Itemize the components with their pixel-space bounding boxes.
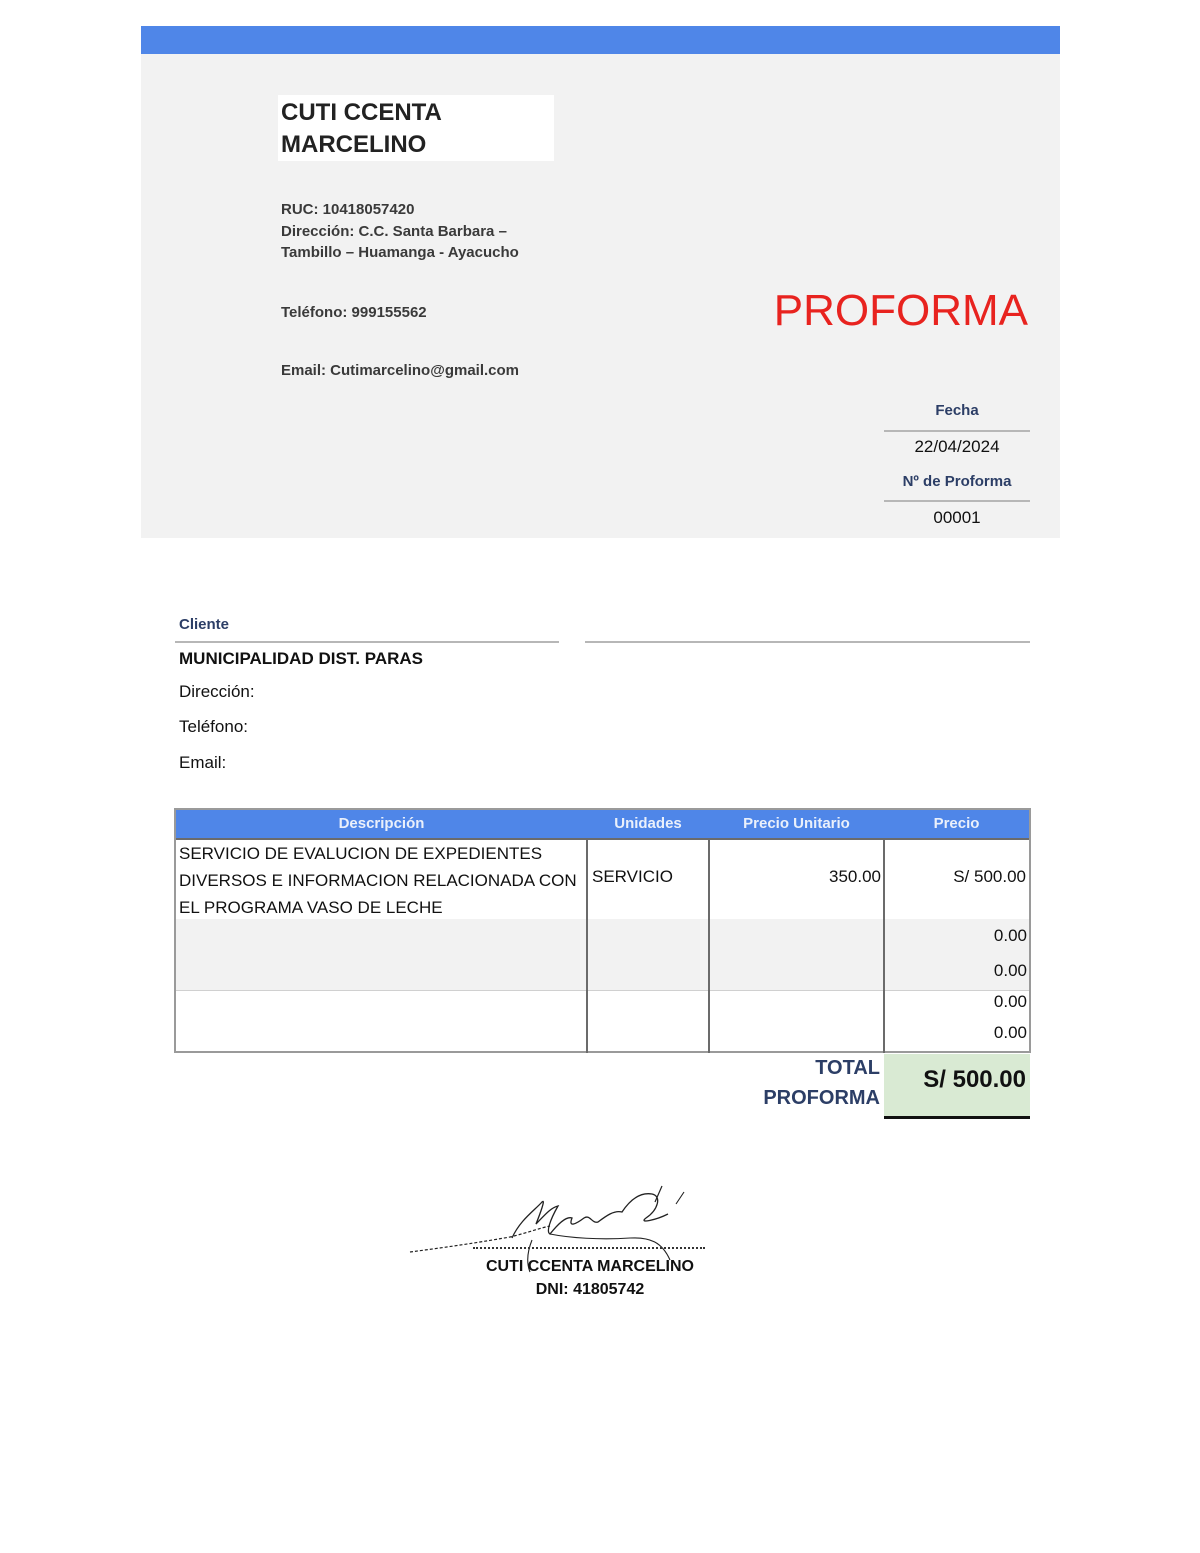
proforma-number-value: 00001 xyxy=(933,508,981,527)
signature-name: CUTI CCENTA MARCELINO xyxy=(486,1258,694,1275)
proforma-number-divider xyxy=(884,500,1030,502)
company-ruc: RUC: 10418057420 xyxy=(281,201,415,218)
empty-row-price: 0.00 xyxy=(993,992,1027,1011)
empty-row-price: 0.00 xyxy=(993,926,1027,945)
client-divider-right xyxy=(585,641,1030,643)
client-address-label: Dirección: xyxy=(179,682,255,701)
item-unit-price: 350.00 xyxy=(829,867,881,886)
client-phone-label: Teléfono: xyxy=(179,717,248,736)
client-label: Cliente xyxy=(179,616,230,633)
total-value: S/ 500.00 xyxy=(923,1066,1026,1093)
total-underline xyxy=(884,1116,1030,1119)
table-row-divider xyxy=(176,990,1029,991)
document-title: PROFORMA xyxy=(773,286,1028,335)
table-column-divider xyxy=(586,838,588,1053)
date-value: 22/04/2024 xyxy=(914,437,1000,456)
signature-dni: DNI: 41805742 xyxy=(535,1281,645,1298)
item-price: S/ 500.00 xyxy=(953,867,1026,886)
client-name: MUNICIPALIDAD DIST. PARAS xyxy=(179,649,423,668)
item-units: SERVICIO xyxy=(592,867,673,886)
date-label: Fecha xyxy=(935,402,979,419)
client-divider-left xyxy=(175,641,559,643)
empty-row-price: 0.00 xyxy=(993,1023,1027,1042)
item-description: SERVICIO DE EVALUCION DE EXPEDIENTES DIVERSOS E INFORMACION RELACIONADA CON EL PROGRAMA VASO DE LECHE xyxy=(179,844,577,917)
company-email: Email: Cutimarcelino@gmail.com xyxy=(281,362,520,379)
company-phone: Teléfono: 999155562 xyxy=(281,304,427,321)
empty-row-price: 0.00 xyxy=(993,961,1027,980)
total-label: TOTAL PROFORMA xyxy=(763,1057,880,1109)
date-divider xyxy=(884,430,1030,432)
proforma-number-label: Nº de Proforma xyxy=(902,473,1012,490)
company-address: Dirección: C.C. Santa Barbara – Tambillo – Huamanga - Ayacucho xyxy=(281,223,519,261)
signature-line xyxy=(473,1247,705,1249)
header-description: Descripción xyxy=(176,810,587,838)
header-unit-price: Precio Unitario xyxy=(709,810,884,838)
header-price: Precio xyxy=(884,810,1029,838)
client-email-label: Email: xyxy=(179,753,227,772)
table-column-divider xyxy=(883,838,885,1053)
header-units: Unidades xyxy=(587,810,709,838)
company-name: CUTI CCENTA MARCELINO xyxy=(281,99,441,158)
header-accent-bar xyxy=(141,26,1060,54)
